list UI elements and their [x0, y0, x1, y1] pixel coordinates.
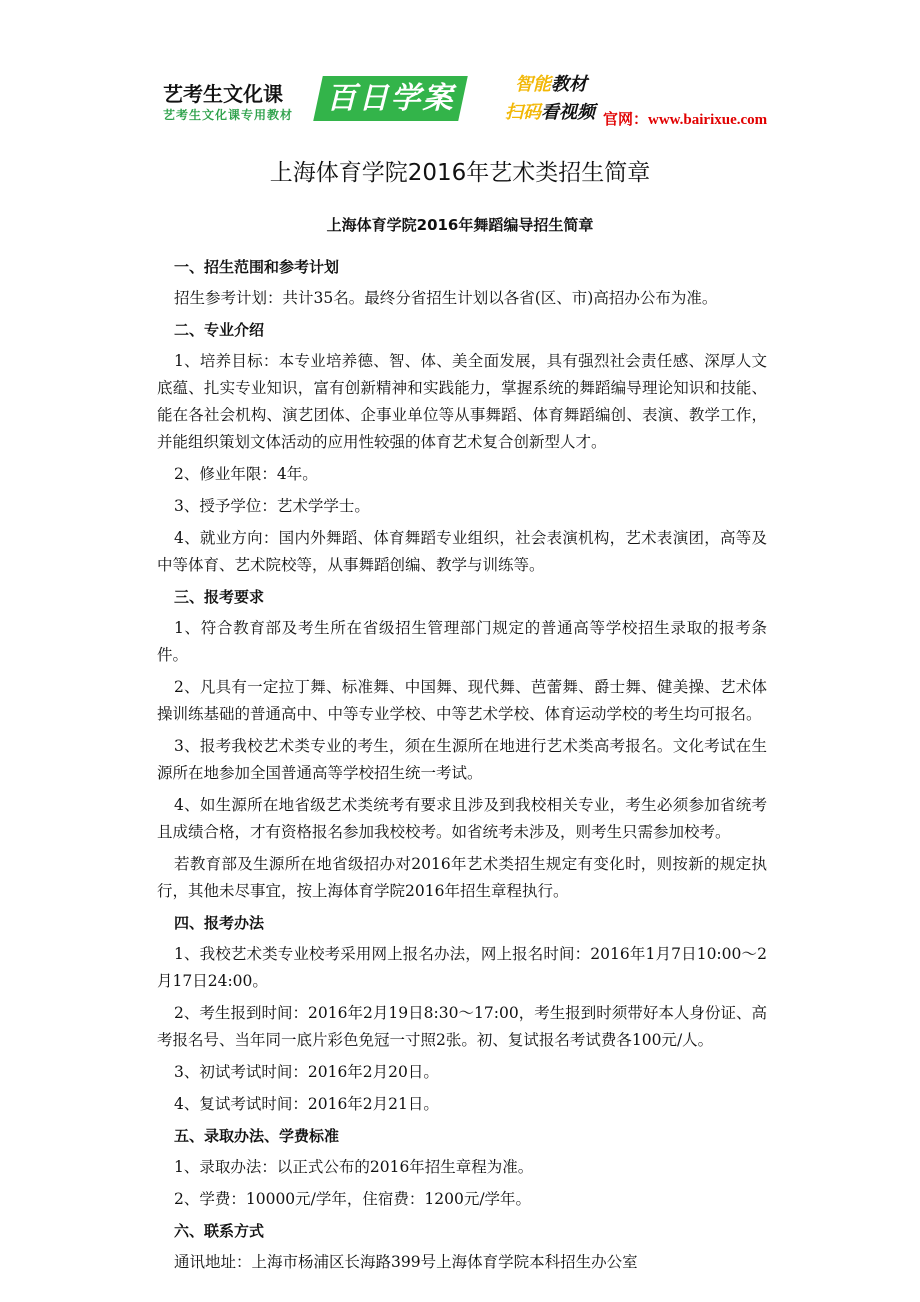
banner-logo-box: [313, 76, 468, 121]
header-banner: [160, 70, 785, 130]
section-heading: 一、招生范围和参考计划: [174, 258, 340, 276]
banner-smart-rest: 教材: [551, 74, 587, 95]
paragraph: 3、初试考试时间：2016年2月20日。: [174, 1063, 439, 1081]
paragraph: 通讯地址：上海市杨浦区长海路399号上海体育学院本科招生办公室: [174, 1253, 638, 1271]
paragraph: 2、学费：10000元/学年，住宿费：1200元/学年。: [174, 1190, 532, 1208]
banner-smart-accent: 智能: [515, 74, 551, 95]
section-heading: 五、录取办法、学费标准: [174, 1127, 340, 1145]
section-heading: 四、报考办法: [174, 914, 265, 932]
paragraph: 1、录取办法：以正式公布的2016年招生章程为准。: [174, 1158, 534, 1176]
paragraph: 4、如生源所在地省级艺术类统考有要求且涉及到我校相关专业，考生必须参加省统考且成绩合格，才有资格报名参加我校校考。如省统考未涉及，则考生只需参加校考。: [157, 796, 767, 841]
paragraph: 4、就业方向：国内外舞蹈、体育舞蹈专业组织，社会表演机构，艺术表演团，高等及中等体育、艺术院校等，从事舞蹈创编、教学与训练等。: [157, 529, 767, 574]
paragraph: 3、授予学位：艺术学学士。: [174, 497, 370, 515]
section-heading: 三、报考要求: [174, 588, 265, 606]
paragraph: 1、培养目标：本专业培养德、智、体、美全面发展，具有强烈社会责任感、深厚人文底蕴、扎实专业知识，富有创新精神和实践能力，掌握系统的舞蹈编导理论知识和技能、能在各社会机构、演艺团体、企事业单位等从事舞蹈、体育舞蹈编创、表演、教学工作，并能组织策划文体活动的应用性较强的体育艺术复合创新型人才。: [157, 352, 767, 451]
page-title: 上海体育学院2016年艺术类招生简章: [269, 160, 651, 186]
banner-tagline: 艺考生文化课专用教材: [163, 108, 294, 122]
banner-scan-rest: 看视频: [541, 102, 595, 123]
paragraph: 2、考生报到时间：2016年2月19日8:30～17:00，考生报到时须带好本人身份证、高考报名号、当年同一底片彩色免冠一寸照2张。初、复试报名考试费各100元/人。: [157, 1004, 767, 1049]
banner-logo-text: 百日学案: [326, 81, 455, 116]
paragraph: 2、修业年限：4年。: [174, 465, 318, 483]
paragraph: 招生参考计划：共计35名。最终分省招生计划以各省(区、市)高招办公布为准。: [174, 289, 718, 307]
paragraph: 2、凡具有一定拉丁舞、标准舞、中国舞、现代舞、芭蕾舞、爵士舞、健美操、艺术体操训练基础的普通高中、中等专业学校、中等艺术学校、体育运动学校的考生均可报名。: [157, 678, 767, 723]
banner-smart: [515, 70, 587, 96]
banner-brand: 艺考生文化课: [163, 82, 283, 106]
paragraph: 3、报考我校艺术类专业的考生，须在生源所在地进行艺术类高考报名。文化考试在生源所在地参加全国普通高等学校招生统一考试。: [157, 737, 767, 782]
paragraph: 1、我校艺术类专业校考采用网上报名办法，网上报名时间：2016年1月7日10:00～2月17日24:00。: [157, 945, 767, 990]
paragraph: 1、符合教育部及考生所在省级招生管理部门规定的普通高等学校招生录取的报考条件。: [157, 619, 767, 664]
banner-scan-accent: 扫码: [505, 102, 541, 123]
paragraph: 若教育部及生源所在地省级招办对2016年艺术类招生规定有变化时，则按新的规定执行，其他未尽事宜，按上海体育学院2016年招生章程执行。: [157, 855, 767, 900]
section-heading: 六、联系方式: [174, 1222, 265, 1240]
section-heading: 二、专业介绍: [174, 321, 265, 339]
banner-scan: [505, 98, 595, 124]
website-link[interactable]: 官网：www.bairixue.com: [603, 112, 768, 128]
document-body: [157, 254, 767, 1281]
paragraph: 4、复试考试时间：2016年2月21日。: [174, 1095, 439, 1113]
page-subtitle: 上海体育学院2016年舞蹈编导招生简章: [326, 216, 594, 234]
